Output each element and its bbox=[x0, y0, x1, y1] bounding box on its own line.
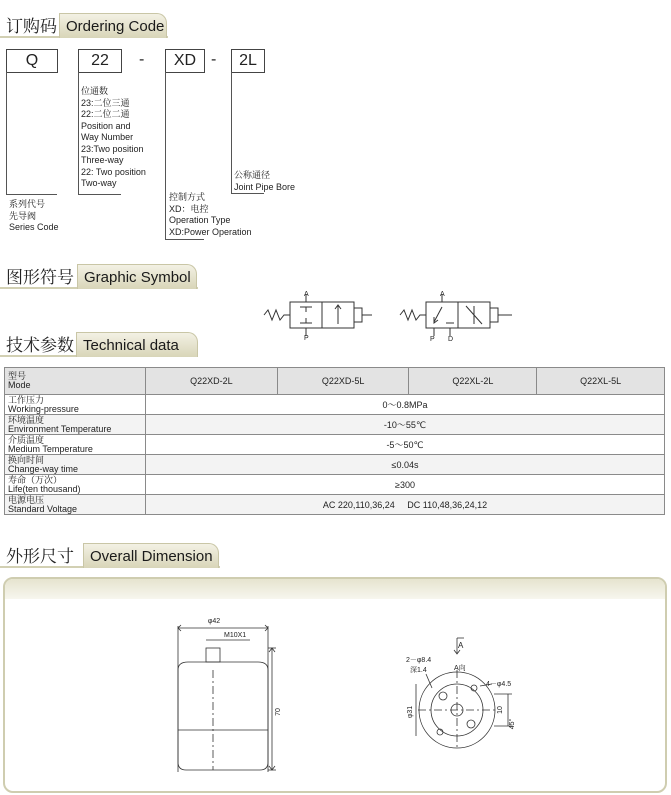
row-label-cn: 寿命（万次） bbox=[8, 474, 63, 485]
code-series: Q bbox=[25, 52, 39, 69]
model-cell: Q22XL-2L bbox=[409, 368, 537, 395]
text-line: Series Code bbox=[9, 222, 59, 232]
row-label-cn: 换向时间 bbox=[8, 454, 45, 465]
row-value: ≥300 bbox=[146, 475, 665, 495]
row-value: -5～50℃ bbox=[146, 435, 665, 455]
code-box-series bbox=[6, 49, 58, 73]
model-cell: Q22XD-2L bbox=[146, 368, 278, 395]
view-label: A向 bbox=[454, 665, 466, 672]
bottom-view-drawing bbox=[388, 628, 528, 783]
row-label bbox=[5, 475, 146, 495]
bracket-series bbox=[6, 72, 57, 195]
code-operation: XD bbox=[173, 52, 197, 69]
section-graphic-symbol bbox=[0, 259, 198, 289]
row-label bbox=[5, 435, 146, 455]
row-value: AC 220,110,36,24 DC 110,48,36,24,12 bbox=[146, 495, 665, 515]
table-row bbox=[5, 495, 665, 515]
dim-31: φ31 bbox=[407, 705, 414, 719]
section-tab bbox=[59, 13, 167, 38]
panel-header-bar bbox=[5, 579, 665, 599]
model-cell: Q22XD-5L bbox=[277, 368, 409, 395]
holes-a-label: 2－φ8.4 bbox=[406, 657, 432, 664]
row-label-cn: 电源电压 bbox=[8, 494, 45, 505]
row-label-cn: 环境温度 bbox=[8, 414, 45, 425]
valve-symbol-2way bbox=[262, 290, 374, 340]
section-title-en: Graphic Symbol bbox=[84, 269, 191, 286]
section-title-cn: 技术参数 bbox=[6, 336, 74, 355]
header-mode-cn: 型号 bbox=[8, 371, 27, 381]
text-line: 位通数 bbox=[81, 86, 109, 96]
row-label-en: Life(ten thousand) bbox=[8, 483, 81, 494]
row-label-en: Change-way time bbox=[8, 463, 79, 474]
header-mode bbox=[5, 368, 146, 395]
text-line: XD:Power Operation bbox=[169, 226, 252, 237]
row-label bbox=[5, 415, 146, 435]
header-mode-en: Mode bbox=[8, 380, 31, 390]
code-position: 22 bbox=[91, 52, 109, 69]
code-box-bore bbox=[231, 49, 265, 73]
code-box-position bbox=[78, 49, 122, 73]
table-row bbox=[5, 455, 665, 475]
section-tab bbox=[77, 264, 197, 289]
port-d-label: D bbox=[448, 336, 454, 342]
section-title-en: Technical data bbox=[83, 337, 179, 354]
row-label-cn: 工作压力 bbox=[8, 394, 45, 405]
holes-b-label: 4－φ4.5 bbox=[486, 681, 512, 688]
section-title-cn: 图形符号 bbox=[6, 268, 74, 287]
row-label-en: Working-pressure bbox=[8, 403, 79, 414]
bore-description bbox=[234, 170, 295, 193]
section-tab bbox=[76, 332, 198, 357]
text-line: 23:Two position bbox=[81, 143, 144, 154]
text-line: Position and bbox=[81, 120, 131, 131]
section-title-en: Overall Dimension bbox=[90, 548, 213, 565]
section-tab bbox=[83, 543, 219, 568]
text-line: 22: Two position bbox=[81, 166, 146, 177]
text-line: Three-way bbox=[81, 155, 124, 165]
row-label bbox=[5, 495, 146, 515]
row-value: 0～0.8MPa bbox=[146, 395, 665, 415]
arrow-label: A bbox=[458, 641, 464, 650]
model-cell: Q22XL-5L bbox=[537, 368, 665, 395]
text-line: 控制方式 bbox=[169, 192, 206, 202]
table-row bbox=[5, 395, 665, 415]
row-label-en: Standard Voltage bbox=[8, 503, 78, 514]
text-line: Joint Pipe Bore bbox=[234, 181, 296, 192]
dimension-panel bbox=[3, 577, 667, 793]
code-box-operation bbox=[165, 49, 205, 73]
row-value: ≤0.04s bbox=[146, 455, 665, 475]
section-title-en: Ordering Code bbox=[66, 18, 165, 35]
dim-angle: 45° bbox=[509, 718, 516, 730]
position-description bbox=[81, 86, 146, 190]
table-row bbox=[5, 475, 665, 495]
front-view-drawing bbox=[168, 612, 283, 782]
text-line: XD：电控 bbox=[169, 203, 209, 214]
row-label-cn: 介质温度 bbox=[8, 434, 45, 445]
table-row bbox=[5, 415, 665, 435]
port-a-label: A bbox=[304, 291, 309, 298]
section-technical-data bbox=[0, 327, 198, 357]
dim-height: 70 bbox=[275, 708, 282, 716]
technical-table bbox=[4, 367, 665, 515]
table-row bbox=[5, 435, 665, 455]
port-p-label: P bbox=[304, 335, 309, 340]
section-overall-dimension bbox=[0, 538, 220, 568]
text-line: 公称通径 bbox=[234, 170, 271, 180]
valve-symbol-3way bbox=[398, 290, 514, 342]
text-line: Way Number bbox=[81, 132, 134, 142]
text-line: 先导阀 bbox=[9, 210, 37, 221]
section-ordering-code bbox=[0, 8, 168, 38]
code-separator: - bbox=[139, 51, 145, 68]
text-line: 系列代号 bbox=[9, 199, 46, 209]
row-label bbox=[5, 395, 146, 415]
text-line: Operation Type bbox=[169, 215, 231, 225]
table-header-row bbox=[5, 368, 665, 395]
dim-10: 10 bbox=[497, 706, 504, 714]
port-a-label: A bbox=[440, 291, 445, 298]
dim-diameter: φ42 bbox=[207, 618, 221, 625]
row-value: -10～55℃ bbox=[146, 415, 665, 435]
depth-label: 深1.4 bbox=[410, 667, 427, 674]
code-separator: - bbox=[211, 51, 217, 68]
text-line: Two-way bbox=[81, 178, 117, 188]
series-description bbox=[9, 199, 59, 234]
text-line: 22:二位二通 bbox=[81, 109, 130, 119]
port-p-label: P bbox=[430, 336, 435, 342]
row-label bbox=[5, 455, 146, 475]
operation-description bbox=[169, 192, 252, 238]
row-label-en: Medium Temperature bbox=[8, 443, 93, 454]
dim-thread: M10X1 bbox=[224, 632, 247, 639]
section-title-cn: 外形尺寸 bbox=[6, 547, 74, 566]
text-line: 23:二位三通 bbox=[81, 97, 130, 108]
section-title-cn: 订购码 bbox=[6, 17, 57, 36]
row-label-en: Environment Temperature bbox=[8, 423, 112, 434]
code-bore: 2L bbox=[239, 52, 257, 69]
